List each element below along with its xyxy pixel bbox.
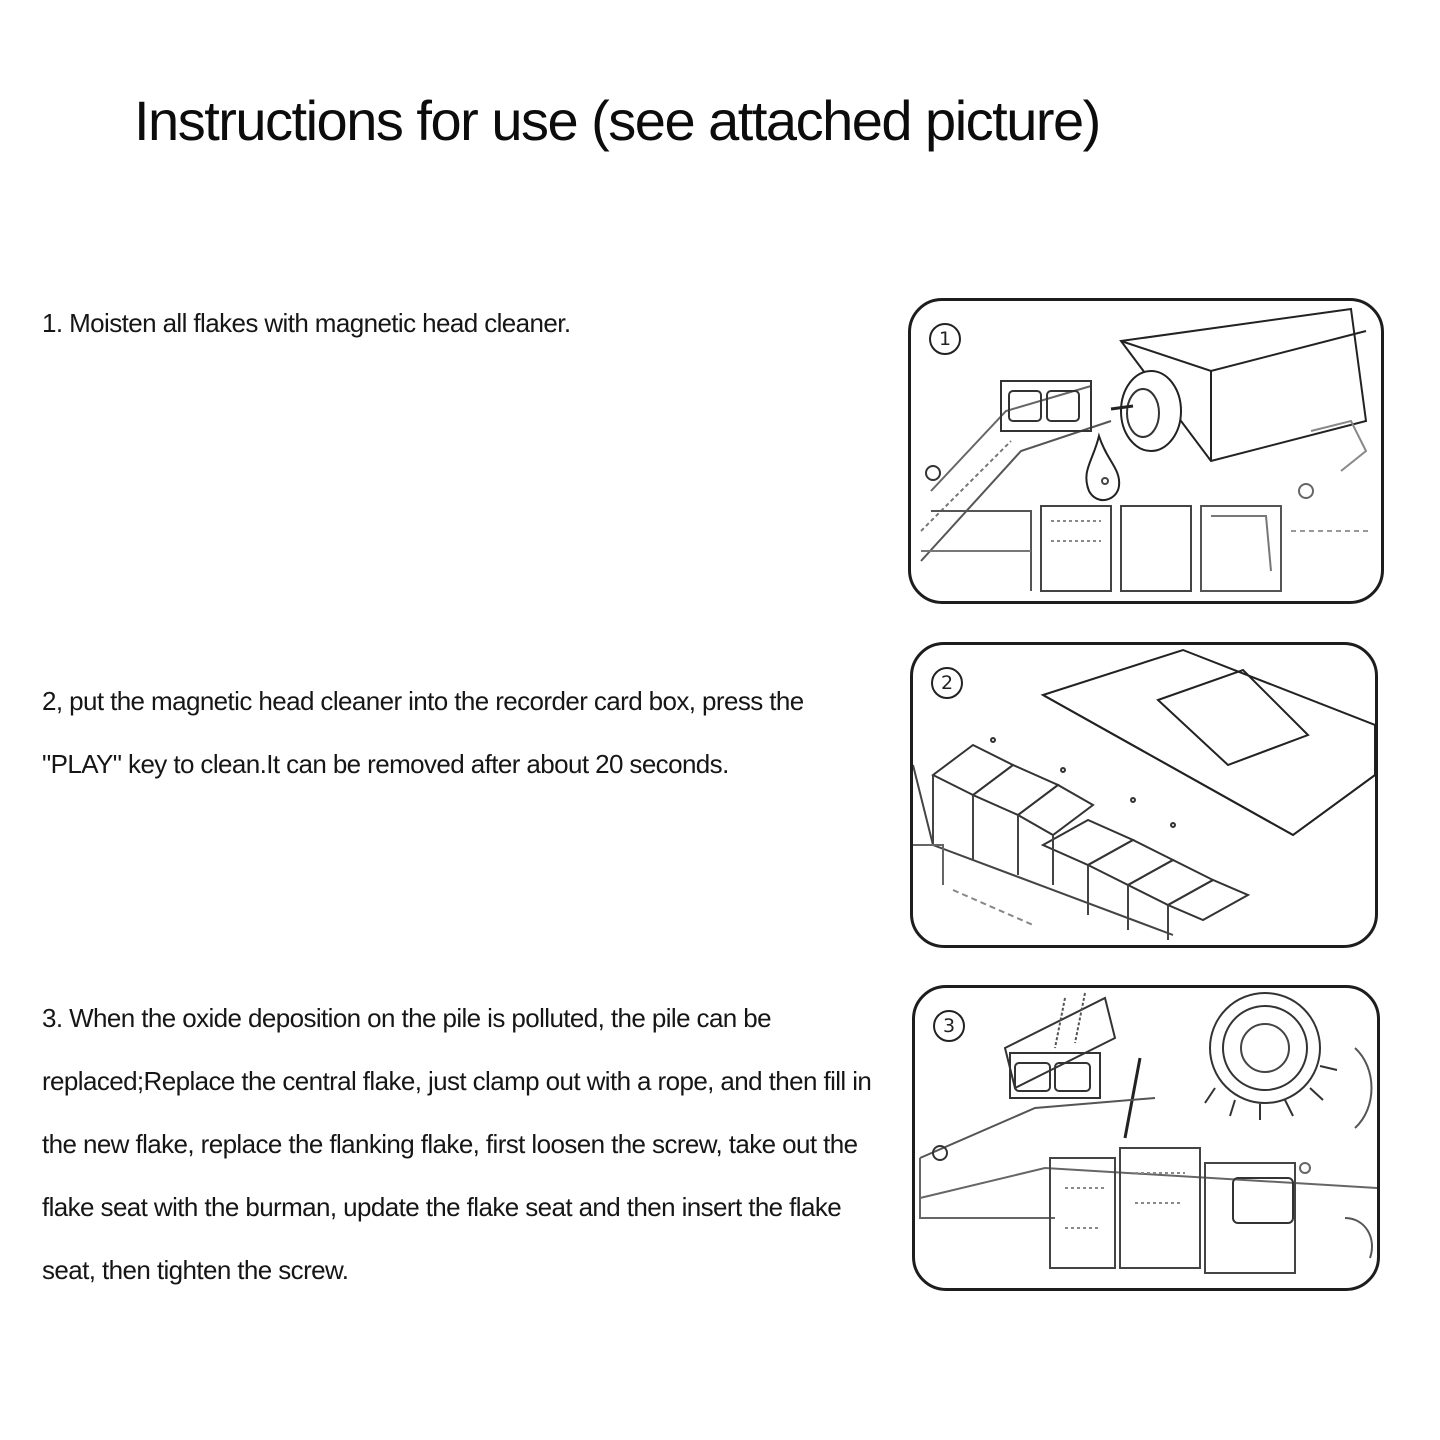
step-2-illustration <box>910 642 1378 948</box>
cleaner-bottle-drawing <box>911 301 1381 601</box>
step-2-number-badge: 2 <box>931 667 963 699</box>
step-1-number-badge: 1 <box>929 323 961 355</box>
step-1-illustration <box>908 298 1384 604</box>
step-1-text: 1. Moisten all flakes with magnetic head cleaner. <box>42 308 571 338</box>
flake-seat-drawing <box>915 988 1377 1288</box>
step-3-number-badge: 3 <box>933 1010 965 1042</box>
page-title: Instructions for use (see attached picture) <box>134 89 1100 152</box>
gear-icon <box>1205 993 1337 1120</box>
step-2-text: 2, put the magnetic head cleaner into the recorder card box, press the "PLAY" key to clean.It can be removed after about 20 seconds. <box>42 686 804 779</box>
step-3-text: 3. When the oxide deposition on the pile is polluted, the pile can be replaced;Replace the central flake, just clamp out with a rope, and then fill in the new flake, replace the flanking flake, first loosen the screw, take out the flake seat with the burman, update the flake seat and then insert the flake seat, then tighten the screw. <box>42 1003 872 1285</box>
cassette-recorder-drawing <box>913 645 1375 945</box>
step-3-illustration <box>912 985 1380 1291</box>
